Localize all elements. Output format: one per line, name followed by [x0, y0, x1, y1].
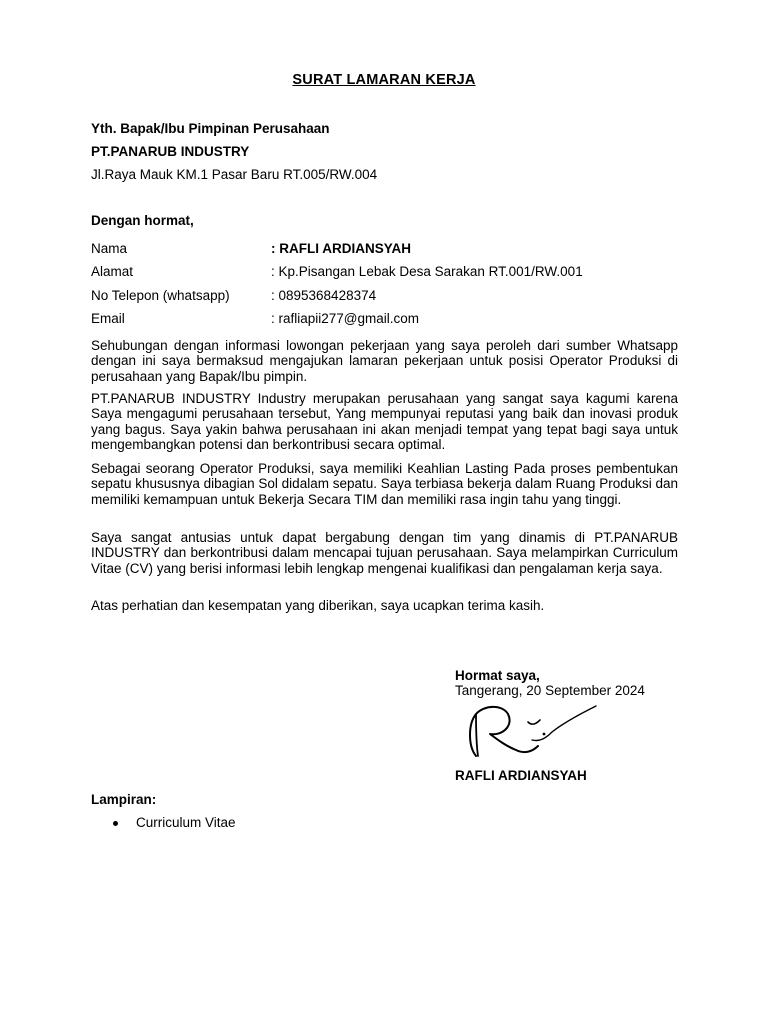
applicant-address-value: : Kp.Pisangan Lebak Desa Sarakan RT.001/RW.001: [271, 264, 583, 279]
applicant-email-value: : rafliapii277@gmail.com: [271, 311, 420, 326]
applicant-name-label: Nama: [91, 241, 128, 256]
body-paragraph: Sebagai seorang Operator Produksi, saya memiliki Keahlian Lasting Pada proses pembentukan sepatu khususnya dibagian Sol didalam sepatu. Saya terbiasa bekerja dalam Ruang Produksi dan memiliki kemampuan untuk Bekerja Secara TIM dan memiliki rasa ingin tahu yang tinggi.: [91, 461, 678, 507]
body-paragraph: Sehubungan dengan informasi lowongan pekerjaan yang saya peroleh dari sumber Whatsapp dengan ini saya bermaksud mengajukan lamaran pekerjaan untuk posisi Operator Produksi di perusahaan yang Bapak/Ibu pimpin.: [91, 338, 678, 384]
greeting: Dengan hormat,: [91, 213, 194, 228]
recipient-salutation: Yth. Bapak/Ibu Pimpinan Perusahaan: [91, 121, 330, 136]
attachment-item: Curriculum Vitae: [136, 815, 236, 830]
signer-name: RAFLI ARDIANSYAH: [455, 768, 587, 783]
closing-regards: Hormat saya,: [455, 668, 540, 683]
applicant-address-label: Alamat: [91, 264, 134, 279]
body-paragraph: Atas perhatian dan kesempatan yang diberikan, saya ucapkan terima kasih.: [91, 598, 545, 613]
handwritten-signature: [462, 702, 602, 762]
body-paragraph: PT.PANARUB INDUSTRY Industry merupakan perusahaan yang sangat saya kagumi karena Saya mengagumi perusahaan tersebut, Yang mempunyai reputasi yang baik dan inovasi produk yang bagus. Saya yakin bahwa perusahaan ini akan menjadi tempat yang tepat bagi saya untuk mengembangkan potensi dan berkontribusi secara optimal.: [91, 391, 678, 452]
attachments-heading: Lampiran:: [91, 792, 157, 807]
letter-title: SURAT LAMARAN KERJA: [292, 72, 476, 88]
closing-place-date: Tangerang, 20 September 2024: [455, 683, 645, 698]
applicant-name-value: : RAFLI ARDIANSYAH: [271, 241, 412, 256]
recipient-address: Jl.Raya Mauk KM.1 Pasar Baru RT.005/RW.004: [91, 167, 378, 182]
bullet-icon: [113, 821, 118, 826]
applicant-email-label: Email: [91, 311, 125, 326]
recipient-company: PT.PANARUB INDUSTRY: [91, 144, 250, 159]
body-paragraph: Saya sangat antusias untuk dapat bergabung dengan tim yang dinamis di PT.PANARUB INDUSTRY dan berkontribusi dalam mencapai tujuan perusahaan. Saya melampirkan Curriculum Vitae (CV) yang berisi informasi lebih lengkap mengenai kualifikasi dan pengalaman kerja saya.: [91, 530, 678, 576]
applicant-phone-label: No Telepon (whatsapp): [91, 288, 230, 303]
applicant-phone-value: : 0895368428374: [271, 288, 377, 303]
